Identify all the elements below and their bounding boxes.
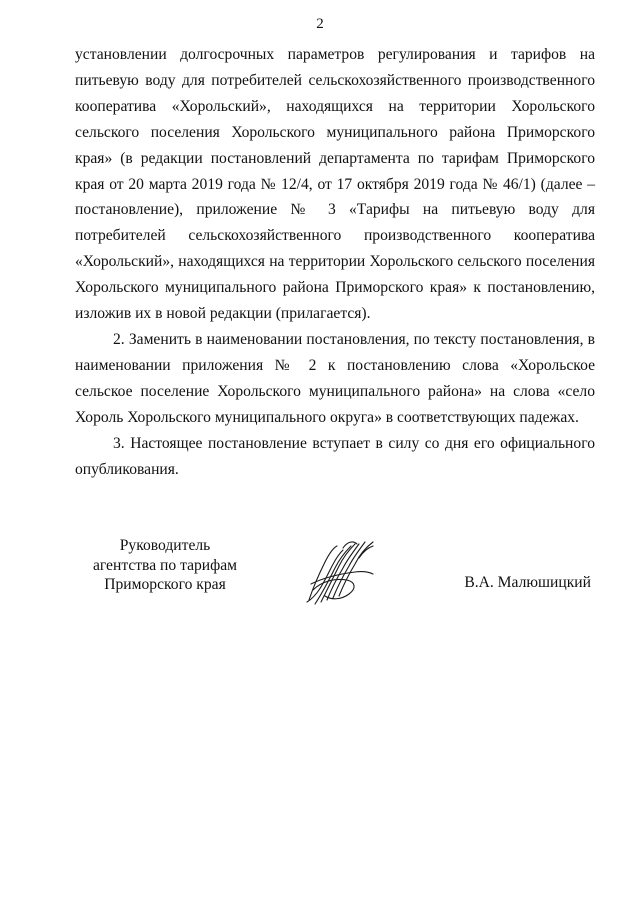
paragraph-continuation: установлении долгосрочных параметров регулирования и тарифов на питьевую воду для потребителей сельскохозяйственного производственного кооператива «Хорольский», находящихся на территории Хорольского сельского поселения Хорольского муниципального района Приморского края» (в редакции постановлений департамента по тарифам Приморского края от 20 марта 2019 года № 12/4, от 17 октября 2019 года № 46/1) (далее – постановление), приложение № 3 «Тарифы на питьевую воду для потребителей сельскохозяйственного производственного кооператива «Хорольский», находящихся на территории Хорольского сельского поселения Хорольского муниципального района Приморского края» к постановлению, изложив их в новой редакции (прилагается). <box>75 46 595 323</box>
document-body <box>75 42 595 482</box>
handwritten-signature <box>303 538 379 608</box>
signer-title-line-2: агентства по тарифам <box>92 556 238 574</box>
page-number: 2 <box>316 16 324 32</box>
signature-block <box>75 536 595 616</box>
signer-name: В.А. Малюшицкий <box>464 574 591 591</box>
paragraph-item-2: 2. Заменить в наименовании постановления, по тексту постановления, в наименовании приложения № 2 к постановлению слова «Хорольское сельское поселение Хорольского муниципального района» на слова «село Хороль Хорольского муниципального округа» в соответствующих падежах. <box>75 330 595 426</box>
signer-title-line-3: Приморского края <box>104 576 226 593</box>
signer-title <box>75 536 255 595</box>
paragraph-item-3: 3. Настоящее постановление вступает в силу со дня его официального опубликования. <box>75 434 595 478</box>
signer-title-line-1: Руководитель <box>119 537 211 554</box>
